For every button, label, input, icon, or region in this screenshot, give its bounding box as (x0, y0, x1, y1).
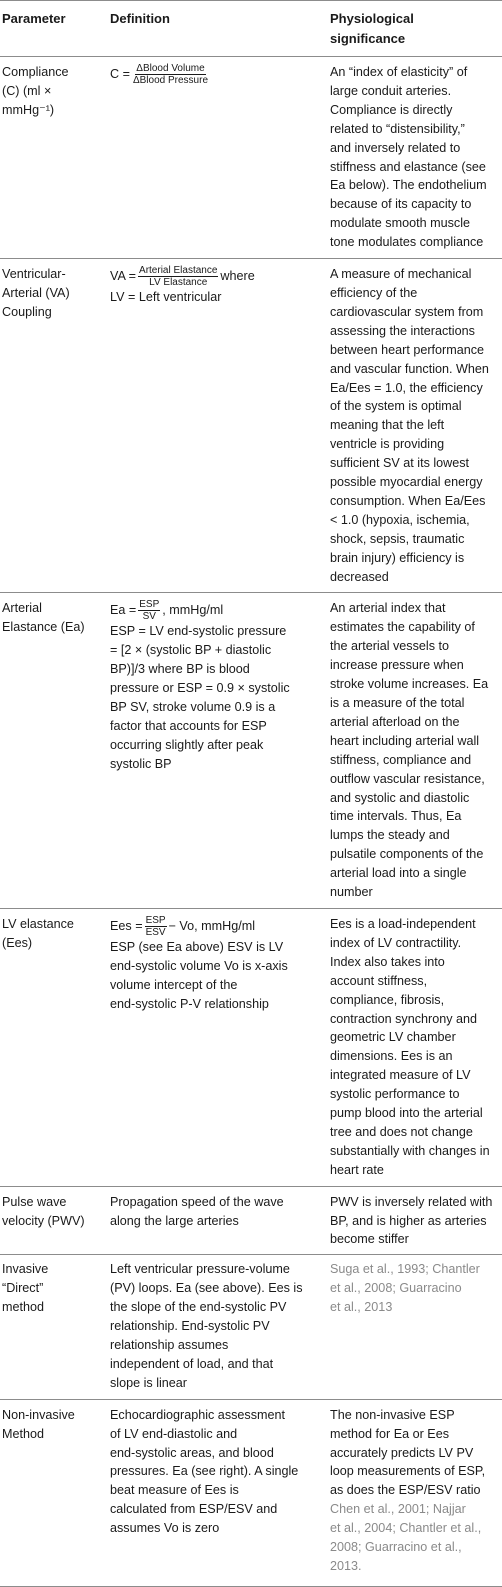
definition-text: Propagation speed of the wave along the large arteries (110, 1194, 284, 1228)
definition-cell (110, 63, 330, 86)
table-row (0, 1400, 502, 1586)
formula-fraction (145, 915, 167, 938)
formula-suffix: − Vo, mmHg/ml (168, 918, 256, 933)
significance-cell (330, 1406, 502, 1576)
definition-cell (110, 1193, 330, 1231)
formula (110, 915, 330, 938)
definition-text: Left ventricular pressure-volume (PV) loops. Ea (see above). Ees is the slope of the end-systolic PV relationship. End-systolic PV relationship assumes independent of load, and that slope is linear (110, 1262, 303, 1390)
fraction-denominator: ΔBlood Pressure (132, 75, 209, 86)
fraction-numerator: ΔBlood Volume (136, 63, 205, 74)
definition-cell (110, 915, 330, 1014)
citation-text: Chen et al., 2001; Najjar et al., 2004; Chantler et al., 2008; Guarracino et al., 2013. (330, 1502, 482, 1573)
significance-text: An arterial index that estimates the capability of the arterial vessels to increase pressure when stroke volume increases. Ea is a measure of the total arterial afterload on the heart including arterial wall stiffness, compliance and outflow vascular resistance, and systolic and diastolic time intervals. Thus, Ea lumps the steady and pulsatile components of the arterial load into a single number (330, 601, 489, 900)
fraction-numerator: ESP (145, 914, 166, 926)
fraction-denominator: LV Elastance (149, 277, 208, 289)
table-row (0, 57, 502, 258)
formula-lhs: VA = (110, 268, 137, 283)
parameter-cell: Non-invasive Method (2, 1407, 75, 1441)
header-significance: Physiological significance (330, 11, 414, 46)
significance-text: PWV is inversely related with BP, and is higher as arteries become stiffer (330, 1194, 493, 1247)
parameter-cell: Arterial Elastance (Ea) (2, 601, 85, 635)
parameter-cell: LV elastance (Ees) (2, 916, 74, 950)
formula (110, 265, 330, 288)
significance-cell (330, 63, 502, 252)
table-body (0, 57, 502, 1587)
definition-cell (110, 1406, 330, 1538)
significance-text: Ees is a load-independent index of LV contractility. Index also takes into account stiffness, compliance, fibrosis, contraction synchrony and geometric LV chamber dimensions. Ees is an integrated measure of LV systolic performance to pump blood into the arterial tree and does not change substantially with changes in heart rate (330, 916, 490, 1177)
table-row (0, 1255, 502, 1398)
table-row (0, 909, 502, 1186)
header-definition: Definition (110, 11, 170, 26)
formula-lhs: Ea = (110, 603, 137, 618)
table-header-row (0, 1, 502, 56)
parameter-cell: Invasive “Direct” method (2, 1262, 49, 1315)
formula-suffix: , mmHg/ml (162, 603, 224, 618)
formula-lhs: Ees = (110, 918, 143, 933)
fraction-numerator: ESP (139, 599, 160, 611)
definition-cell (110, 1260, 330, 1392)
parameter-cell: Pulse wave velocity (PWV) (2, 1194, 85, 1228)
table-row (0, 1187, 502, 1255)
formula (110, 599, 330, 622)
parameter-cell: Ventricular- Arterial (VA) Coupling (2, 267, 70, 319)
significance-cell (330, 265, 502, 586)
fraction-numerator: Arterial Elastance (139, 265, 218, 277)
significance-cell (330, 599, 502, 902)
definition-cell (110, 599, 330, 773)
formula-fraction (132, 63, 209, 86)
significance-cell (330, 1193, 502, 1250)
definition-text: Echocardiographic assessment of LV end-diastolic and end-systolic areas, and blood pressures. Ea (see right). A single beat measure of Ees is calculated from ESP/ESV and assumes Vo is zero (110, 1407, 299, 1536)
table-row (0, 259, 502, 592)
significance-text: A measure of mechanical efficiency of the cardiovascular system from assessing the interactions between heart performance and vascular function. When Ea/Ees = 1.0, the efficiency of the system is optimal meaning that the left ventricle is providing sufficient SV at its lowest possible myocardial energy consumption. When Ea/Ees < 1.0 (hypoxia, ischemia, shock, sepsis, traumatic brain injury) efficiency is decreased (330, 267, 489, 584)
formula-lhs: C = (110, 66, 130, 81)
definition-text: ESP = LV end-systolic pressure = [2 × (systolic BP + diastolic BP)]/3 where BP is blood pressure or ESP = 0.9 × systolic BP SV, stroke volume 0.9 is a factor that accounts for ESP occurring slightly after peak systolic BP (110, 624, 290, 771)
significance-text: The non-invasive ESP method for Ea or Ees accurately predicts LV PV loop measurements of ESP, as does the ESP/ESV ratio (330, 1407, 486, 1498)
formula-suffix: where (220, 268, 255, 283)
fraction-denominator: ESV (145, 926, 166, 938)
parameter-cell: Compliance (C) (ml × mmHg⁻¹) (2, 65, 69, 117)
formula-fraction (138, 265, 218, 288)
significance-cell (330, 915, 502, 1180)
formula-fraction (138, 599, 160, 622)
definition-text: ESP (see Ea above) ESV is LV end-systolic volume Vo is x-axis volume intercept of the end-systolic P-V relationship (110, 939, 288, 1011)
significance-cell (330, 1260, 502, 1317)
table-row (0, 593, 502, 908)
definition-cell (110, 265, 330, 307)
header-parameter: Parameter (2, 11, 66, 26)
definition-text: LV = Left ventricular (110, 290, 222, 305)
significance-text: An “index of elasticity” of large conduit arteries. Compliance is directly related to “distensibility,” and inversely related to stiffness and elastance (see Ea below). The endothelium because of its capacity to modulate smooth muscle tone modulates compliance (330, 65, 487, 250)
fraction-denominator: SV (142, 611, 156, 623)
formula (110, 63, 330, 86)
citation-text: Suga et al., 1993; Chantler et al., 2008; Guarracino et al., 2013 (330, 1262, 480, 1315)
